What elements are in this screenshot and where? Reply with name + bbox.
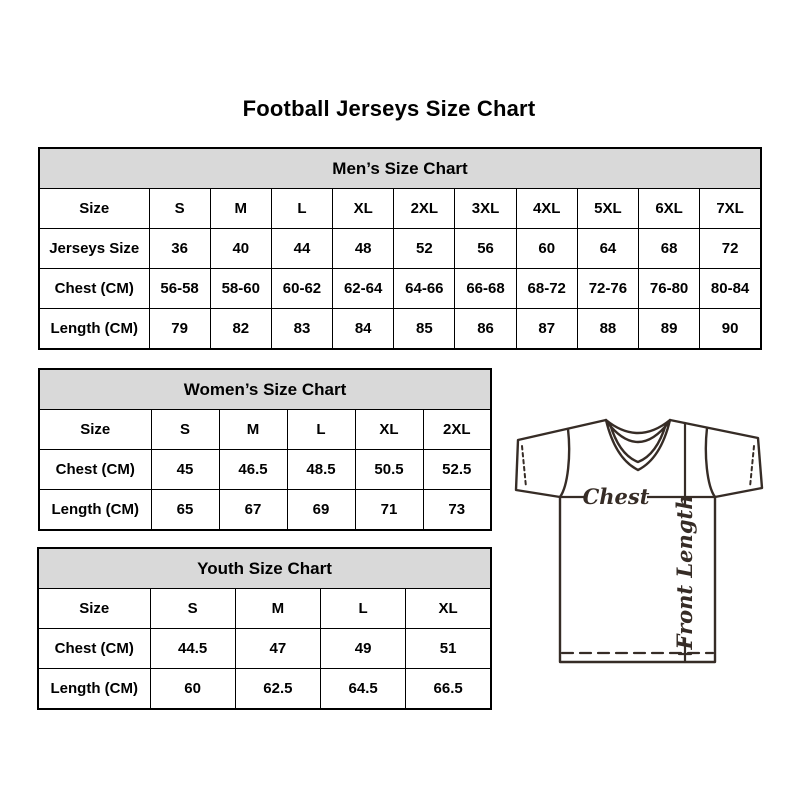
table-title: Men’s Size Chart bbox=[39, 148, 761, 189]
youth-size-table bbox=[37, 547, 492, 710]
value-cell: S bbox=[150, 589, 235, 629]
value-cell: XL bbox=[406, 589, 491, 629]
value-cell: 40 bbox=[210, 229, 271, 269]
row-header-cell: Chest (CM) bbox=[39, 269, 149, 309]
value-cell: 68 bbox=[639, 229, 700, 269]
value-cell: 52 bbox=[394, 229, 455, 269]
right-armhole-seam bbox=[706, 428, 715, 497]
value-cell: XL bbox=[333, 189, 394, 229]
value-cell: M bbox=[235, 589, 320, 629]
table-row bbox=[38, 669, 491, 710]
value-cell: 89 bbox=[639, 309, 700, 350]
table-row bbox=[39, 229, 761, 269]
table-row bbox=[38, 629, 491, 669]
right-sleeve-stitch-line bbox=[750, 446, 754, 487]
value-cell: 82 bbox=[210, 309, 271, 350]
womens-size-table bbox=[38, 368, 492, 531]
value-cell: 58-60 bbox=[210, 269, 271, 309]
value-cell: 50.5 bbox=[355, 450, 423, 490]
table-row bbox=[39, 309, 761, 350]
value-cell: 80-84 bbox=[700, 269, 761, 309]
value-cell: 64-66 bbox=[394, 269, 455, 309]
value-cell: 83 bbox=[271, 309, 332, 350]
value-cell: 5XL bbox=[577, 189, 638, 229]
table-title: Youth Size Chart bbox=[38, 548, 491, 589]
left-sleeve-stitch-line bbox=[522, 446, 526, 487]
value-cell: 48.5 bbox=[287, 450, 355, 490]
row-header-cell: Length (CM) bbox=[39, 309, 149, 350]
value-cell: 52.5 bbox=[423, 450, 491, 490]
table-row bbox=[39, 269, 761, 309]
value-cell: 66.5 bbox=[406, 669, 491, 710]
value-cell: 51 bbox=[406, 629, 491, 669]
value-cell: XL bbox=[355, 410, 423, 450]
jersey-illustration bbox=[505, 400, 775, 685]
value-cell: 46.5 bbox=[219, 450, 287, 490]
jersey-measurement-diagram bbox=[505, 400, 775, 685]
value-cell: 2XL bbox=[423, 410, 491, 450]
value-cell: 36 bbox=[149, 229, 210, 269]
table-row bbox=[38, 589, 491, 629]
value-cell: 62.5 bbox=[235, 669, 320, 710]
row-header-cell: Size bbox=[39, 410, 151, 450]
value-cell: 6XL bbox=[639, 189, 700, 229]
value-cell: 67 bbox=[219, 490, 287, 531]
value-cell: 76-80 bbox=[639, 269, 700, 309]
mens-size-chart-section bbox=[38, 147, 762, 350]
value-cell: S bbox=[149, 189, 210, 229]
value-cell: 68-72 bbox=[516, 269, 577, 309]
row-header-cell: Jerseys Size bbox=[39, 229, 149, 269]
value-cell: L bbox=[287, 410, 355, 450]
value-cell: S bbox=[151, 410, 219, 450]
mens-size-table bbox=[38, 147, 762, 350]
row-header-cell: Size bbox=[38, 589, 150, 629]
chest-measure-label: Chest bbox=[582, 484, 650, 509]
value-cell: 69 bbox=[287, 490, 355, 531]
row-header-cell: Size bbox=[39, 189, 149, 229]
row-header-cell: Length (CM) bbox=[39, 490, 151, 531]
value-cell: 62-64 bbox=[333, 269, 394, 309]
left-armhole-seam bbox=[560, 429, 569, 497]
page-title: Football Jerseys Size Chart bbox=[242, 96, 536, 121]
value-cell: 66-68 bbox=[455, 269, 516, 309]
value-cell: 48 bbox=[333, 229, 394, 269]
value-cell: 64 bbox=[577, 229, 638, 269]
value-cell: 60-62 bbox=[271, 269, 332, 309]
value-cell: 2XL bbox=[394, 189, 455, 229]
value-cell: 44.5 bbox=[150, 629, 235, 669]
front-length-measure-label: Front Length bbox=[672, 494, 697, 650]
value-cell: 3XL bbox=[455, 189, 516, 229]
value-cell: 4XL bbox=[516, 189, 577, 229]
value-cell: 72 bbox=[700, 229, 761, 269]
table-title: Women’s Size Chart bbox=[39, 369, 491, 410]
value-cell: L bbox=[271, 189, 332, 229]
table-title-row bbox=[39, 148, 761, 189]
value-cell: 73 bbox=[423, 490, 491, 531]
womens-size-chart-section bbox=[38, 368, 492, 531]
value-cell: M bbox=[219, 410, 287, 450]
value-cell: L bbox=[321, 589, 406, 629]
value-cell: 49 bbox=[321, 629, 406, 669]
youth-size-chart-section bbox=[37, 547, 492, 710]
value-cell: 79 bbox=[149, 309, 210, 350]
value-cell: 86 bbox=[455, 309, 516, 350]
value-cell: 60 bbox=[150, 669, 235, 710]
value-cell: 56-58 bbox=[149, 269, 210, 309]
value-cell: 90 bbox=[700, 309, 761, 350]
value-cell: 56 bbox=[455, 229, 516, 269]
table-row bbox=[39, 189, 761, 229]
value-cell: 44 bbox=[271, 229, 332, 269]
table-row bbox=[39, 490, 491, 531]
table-title-row bbox=[39, 369, 491, 410]
value-cell: M bbox=[210, 189, 271, 229]
row-header-cell: Chest (CM) bbox=[39, 450, 151, 490]
value-cell: 84 bbox=[333, 309, 394, 350]
value-cell: 65 bbox=[151, 490, 219, 531]
value-cell: 7XL bbox=[700, 189, 761, 229]
value-cell: 87 bbox=[516, 309, 577, 350]
table-row bbox=[39, 450, 491, 490]
row-header-cell: Length (CM) bbox=[38, 669, 150, 710]
value-cell: 60 bbox=[516, 229, 577, 269]
jersey-outline bbox=[516, 420, 762, 662]
value-cell: 45 bbox=[151, 450, 219, 490]
value-cell: 47 bbox=[235, 629, 320, 669]
value-cell: 85 bbox=[394, 309, 455, 350]
table-title-row bbox=[38, 548, 491, 589]
value-cell: 71 bbox=[355, 490, 423, 531]
value-cell: 72-76 bbox=[577, 269, 638, 309]
value-cell: 88 bbox=[577, 309, 638, 350]
row-header-cell: Chest (CM) bbox=[38, 629, 150, 669]
table-row bbox=[39, 410, 491, 450]
value-cell: 64.5 bbox=[321, 669, 406, 710]
